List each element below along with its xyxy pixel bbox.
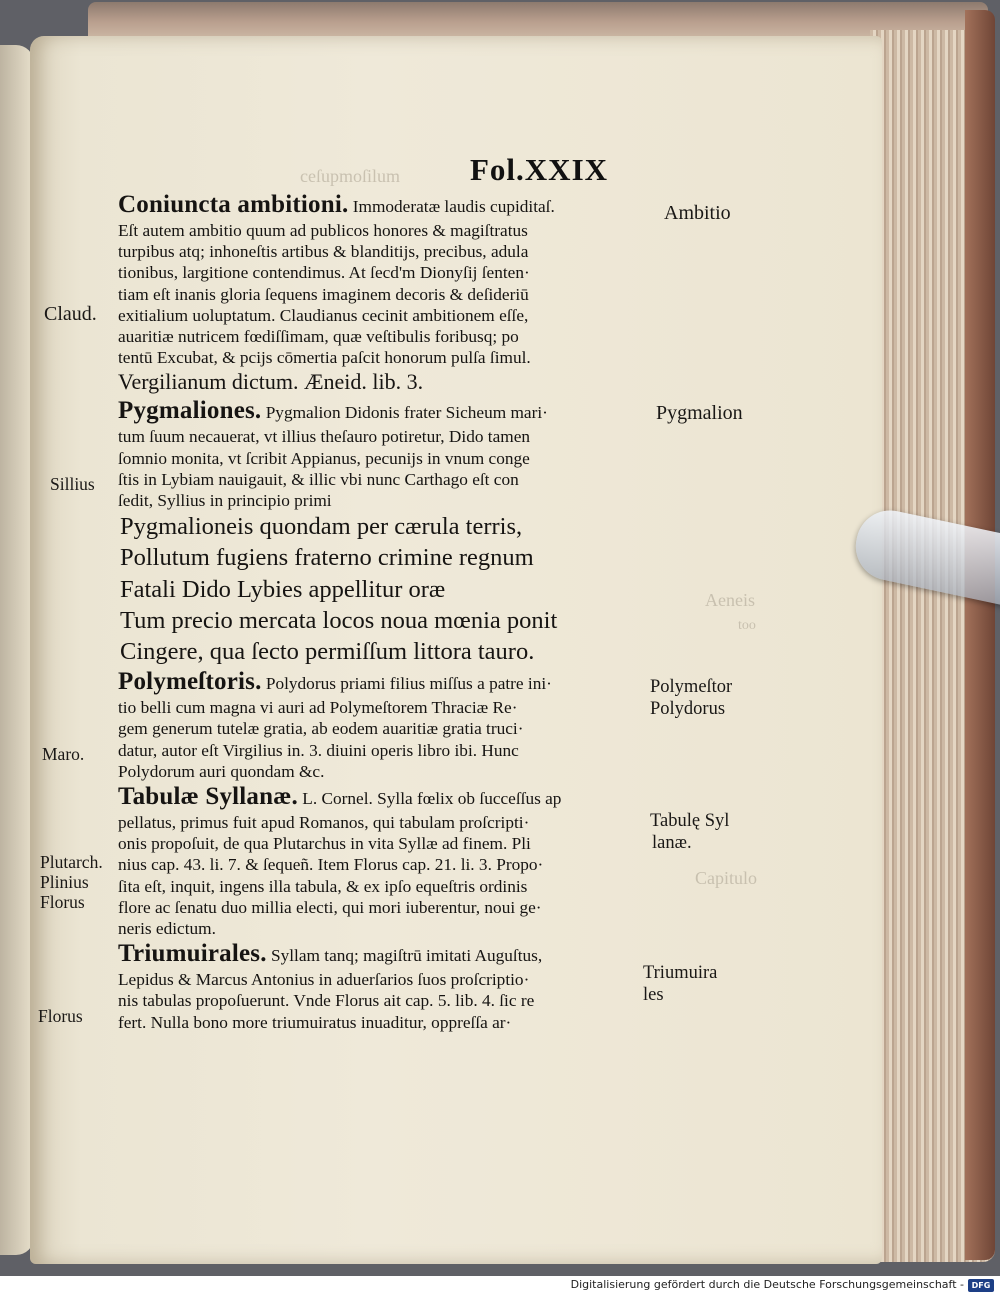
entry-heading: Tabulæ Syllanæ. xyxy=(118,783,298,811)
text-line: ſtis in Lybiam nauigauit, & illic vbi nunc Carthago eſt con xyxy=(118,469,519,489)
margin-note-right: lanæ. xyxy=(652,833,692,853)
facing-page-edge xyxy=(0,45,34,1255)
text-line: onis propoſuit, de qua Plutarchus in vita Syllæ ad finem. Pli xyxy=(118,834,531,854)
text-line: ſedit, Syllius in principio primi xyxy=(118,491,332,511)
margin-note-left: Florus xyxy=(38,1006,83,1026)
bleed-through-right: too xyxy=(738,618,756,633)
margin-note-right: les xyxy=(643,985,664,1005)
verse-line: Fatali Dido Lybies appellitur oræ xyxy=(120,575,446,603)
entry-heading: Pygmaliones. xyxy=(118,397,262,425)
text-line: flore ac ſenatu duo millia electi, qui mori iuberentur, noui ge· xyxy=(118,897,542,917)
text-line: ſita eſt, inquit, ingens illa tabula, & ex ipſo equeſtris ordinis xyxy=(118,876,528,896)
margin-note-left: Sillius xyxy=(50,474,95,494)
verse-line: Pygmalioneis quondam per cærula terris, xyxy=(120,513,523,541)
text-line: tiam eſt inanis gloria ſequens imaginem decoris & deſideriū xyxy=(118,284,529,304)
verse-line: Tum precio mercata locos noua mœnia ponit xyxy=(120,606,558,634)
text-line: turpibus atq; inhoneſtis artibus & blanditijs, precibus, adula xyxy=(118,242,529,262)
text-line: Lepidus & Marcus Antonius in aduerſarios ſuos proſcriptio· xyxy=(118,970,530,990)
entry-ambitio xyxy=(118,190,658,396)
text-line: tum ſuum necauerat, vt illius theſauro potiretur, Dido tamen xyxy=(118,427,531,447)
text-line: Polydorum auri quondam &c. xyxy=(118,761,325,781)
entry-heading: Polymeſtoris. xyxy=(118,668,262,696)
funding-notice: Digitalisierung gefördert durch die Deutsche Forschungsgemeinschaft - xyxy=(570,1278,964,1291)
bleed-through-right: Aeneis xyxy=(705,590,755,610)
text-line: exitialium uoluptatum. Claudianus cecinit ambitionem eſſe, xyxy=(118,305,529,325)
text-line: Syllam tanq; magiſtrū imitati Auguſtus, xyxy=(266,946,543,966)
text-line: Pygmalion Didonis frater Sicheum mari· xyxy=(261,403,548,423)
bleed-through-top: ceſupmoſilum xyxy=(300,166,400,186)
bleed-through-right: Capitulo xyxy=(695,868,757,888)
text-line: tio belli cum magna vi auri ad Polymeſtorem Thraciæ Re· xyxy=(118,698,518,718)
entry-subheading: Vergilianum dictum. Æneid. lib. 3. xyxy=(118,369,424,395)
margin-note-left: Plinius xyxy=(40,872,89,892)
text-line: Eſt autem ambitio quum ad publicos honores & magiſtratus xyxy=(118,221,528,240)
margin-note-right: Ambitio xyxy=(664,202,731,224)
verse-line: Pollutum fugiens fraterno crimine regnum xyxy=(120,544,534,572)
text-line: fert. Nulla bono more triumuiratus inuaditur, oppreſſa ar· xyxy=(118,1012,512,1032)
entry-triumuirales xyxy=(118,939,658,1033)
dfg-logo: DFG xyxy=(968,1279,994,1292)
text-line: Immoderatæ laudis cupiditaſ. xyxy=(348,197,555,216)
entry-heading: Coniuncta ambitioni. xyxy=(118,191,349,218)
text-line: nius cap. 43. li. 7. & ſequeñ. Item Florus cap. 21. li. 3. Propo· xyxy=(118,855,544,875)
margin-note-right: Polydorus xyxy=(650,699,726,719)
text-line: L. Cornel. Sylla fœlix ob ſucceſſus ap xyxy=(297,789,562,809)
margin-note-left: Claud. xyxy=(44,303,97,325)
text-line: gem generum tutelæ gratia, ab eodem auaritiæ gratia truci· xyxy=(118,719,524,739)
text-line: tentū Excubat, & pcijs cōmertia paſcit honorum pulſa ſimul. xyxy=(118,348,531,368)
margin-note-right: Pygmalion xyxy=(656,402,743,424)
margin-note-right: Tabulę Syl xyxy=(650,811,730,831)
entry-tabulae-syllanae xyxy=(118,782,658,939)
entry-heading: Triumuirales. xyxy=(118,940,267,968)
margin-note-left: Maro. xyxy=(42,744,85,764)
text-line: auaritiæ nutricem fœdiſſimam, quæ veſtibulis foribusq; po xyxy=(118,327,519,347)
margin-note-left: Plutarch. xyxy=(40,852,103,872)
text-line: tionibus, largitione contendimus. At ſecd'm Dionyſij ſenten· xyxy=(118,263,530,283)
margin-note-right: Polymeſtor xyxy=(650,677,733,697)
text-line: pellatus, primus fuit apud Romanos, qui tabulam proſcripti· xyxy=(118,813,530,833)
verse-line: Cingere, qua ſecto permiſſum littora tauro. xyxy=(120,638,535,666)
text-line: Polydorus priami filius miſſus a patre ini· xyxy=(261,674,552,694)
text-line: neris edictum. xyxy=(118,919,216,939)
book-cover xyxy=(965,10,995,1260)
text-line: datur, autor eſt Virgilius in. 3. diuini operis libro ibi. Hunc xyxy=(118,740,519,760)
text-line: ſomnio monita, vt ſcribit Appianus, pecunijs in vnum conge xyxy=(118,448,530,468)
margin-note-left: Florus xyxy=(40,892,85,912)
main-text-column xyxy=(118,190,658,1033)
margin-note-right: Triumuira xyxy=(643,963,718,983)
text-line: nis tabulas propoſuerunt. Vnde Florus ait cap. 5. lib. 4. ſic re xyxy=(118,991,535,1011)
entry-polymestor xyxy=(118,667,658,782)
folio-number: Fol.XXIX xyxy=(470,152,609,187)
entry-pygmalion xyxy=(118,396,658,667)
